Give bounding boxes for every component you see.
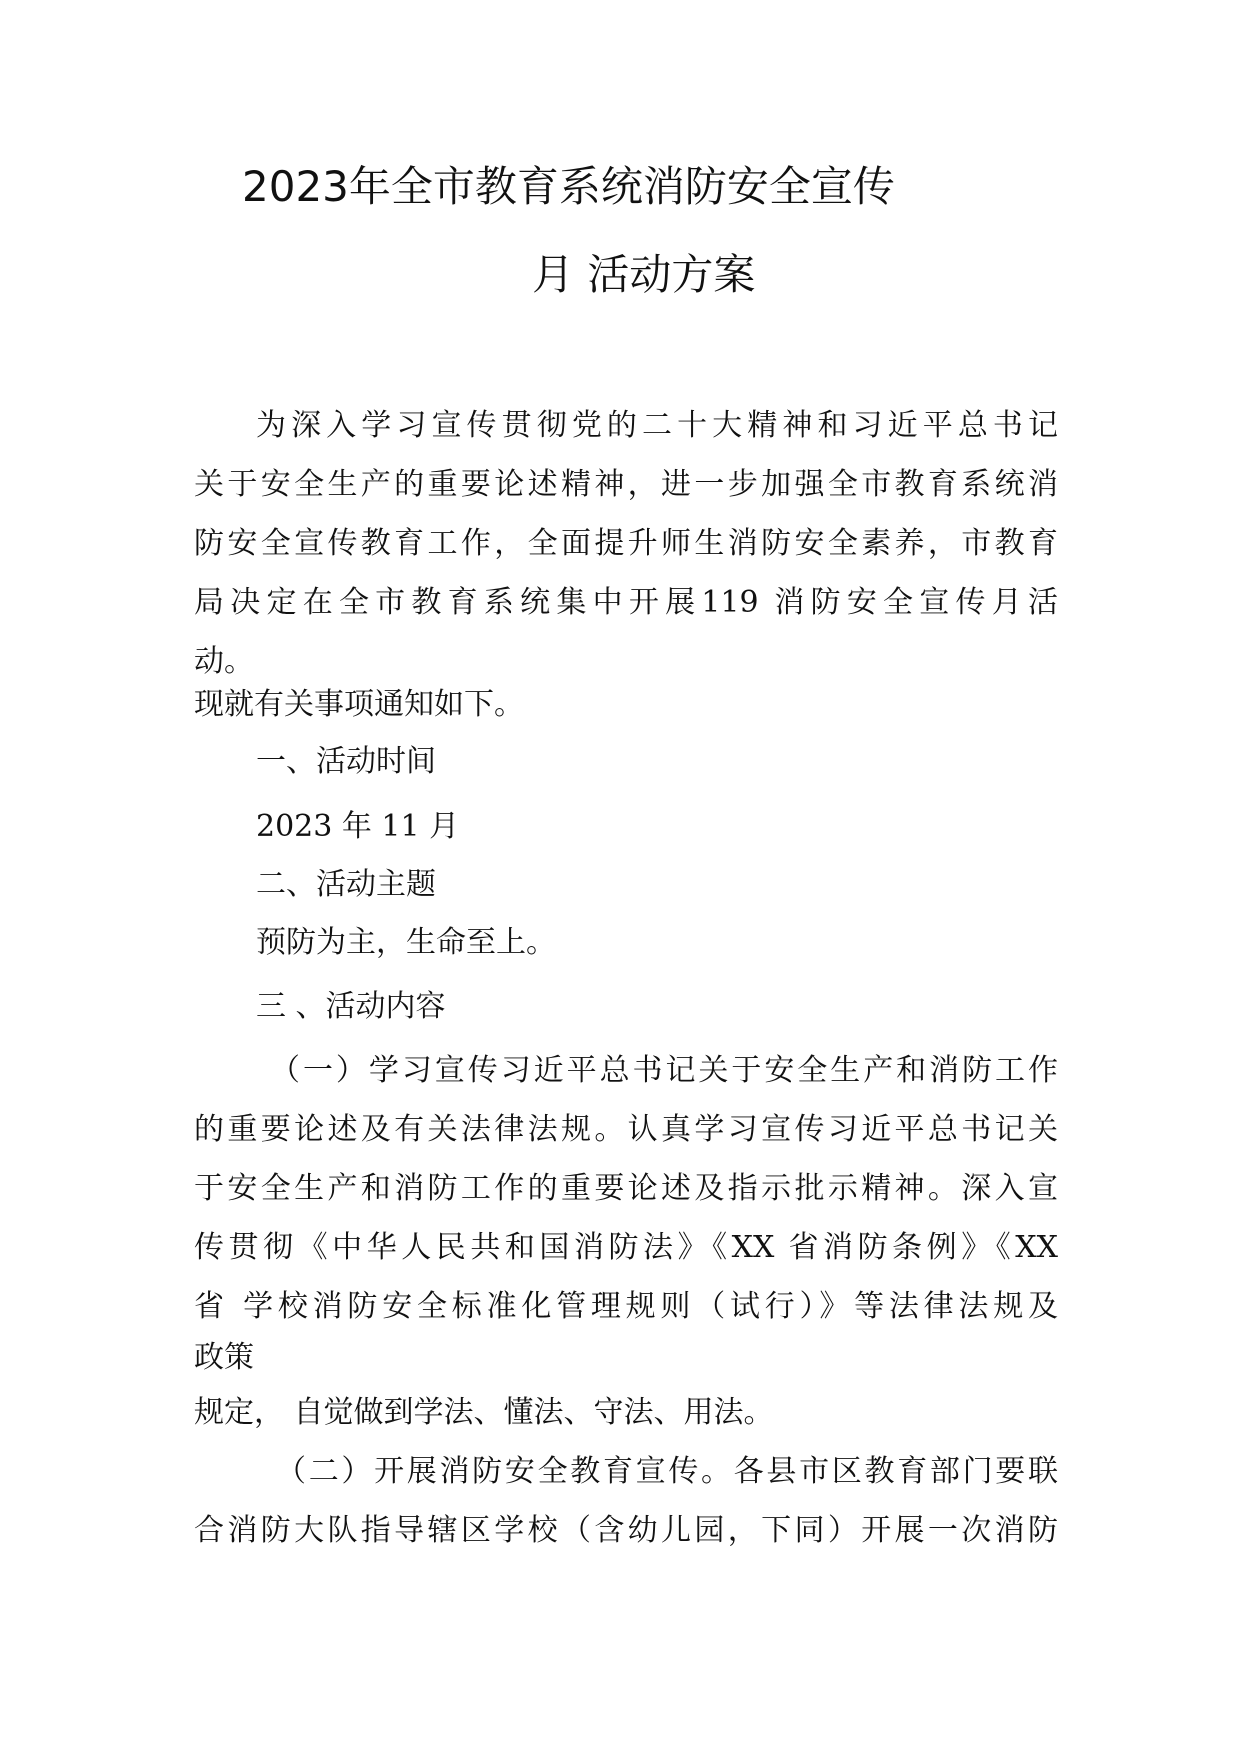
paragraph-line: 合消防大队指导辖区学校（含幼儿园，下同）开展一次消防 (194, 1513, 1058, 1548)
paragraph-line: 现就有关事项通知如下。 (194, 687, 524, 722)
paragraph-line: 政策 (194, 1340, 254, 1375)
paragraph-line: 省 学校消防安全标准化管理规则（试行）》等法律法规及 (194, 1289, 1058, 1324)
paragraph-line: 防安全宣传教育工作，全面提升师生消防安全素养，市教育 (194, 526, 1058, 561)
paragraph-line: 传贯彻《中华人民共和国消防法》《XX 省消防条例》《XX (194, 1230, 1058, 1265)
document-title-line-1: 2023年全市教育系统消防安全宣传 (242, 162, 895, 211)
paragraph-line: 预防为主，生命至上。 (256, 925, 556, 960)
paragraph-line: （二）开展消防安全教育宣传。各县市区教育部门要联 (276, 1454, 1058, 1489)
paragraph-line: 2023 年 11 月 (256, 809, 460, 844)
paragraph-line: 于安全生产和消防工作的重要论述及指示批示精神。深入宣 (194, 1171, 1058, 1206)
section-heading: 二、活动主题 (256, 867, 436, 902)
paragraph-line: 的重要论述及有关法律法规。认真学习宣传习近平总书记关 (194, 1112, 1058, 1147)
paragraph-line: 局决定在全市教育系统集中开展119 消防安全宣传月活 (194, 585, 1058, 620)
paragraph-line: 动。 (194, 644, 254, 679)
section-heading: 三 、活动内容 (256, 989, 446, 1024)
paragraph-line: （一）学习宣传习近平总书记关于安全生产和消防工作 (270, 1053, 1058, 1088)
paragraph-line: 关于安全生产的重要论述精神，进一步加强全市教育系统消 (194, 467, 1058, 502)
paragraph-line: 规定， 自觉做到学法、懂法、守法、用法。 (194, 1395, 774, 1430)
document-title-line-2: 月 活动方案 (532, 250, 756, 299)
paragraph-line: 为深入学习宣传贯彻党的二十大精神和习近平总书记 (256, 408, 1058, 443)
section-heading: 一、活动时间 (256, 744, 436, 779)
